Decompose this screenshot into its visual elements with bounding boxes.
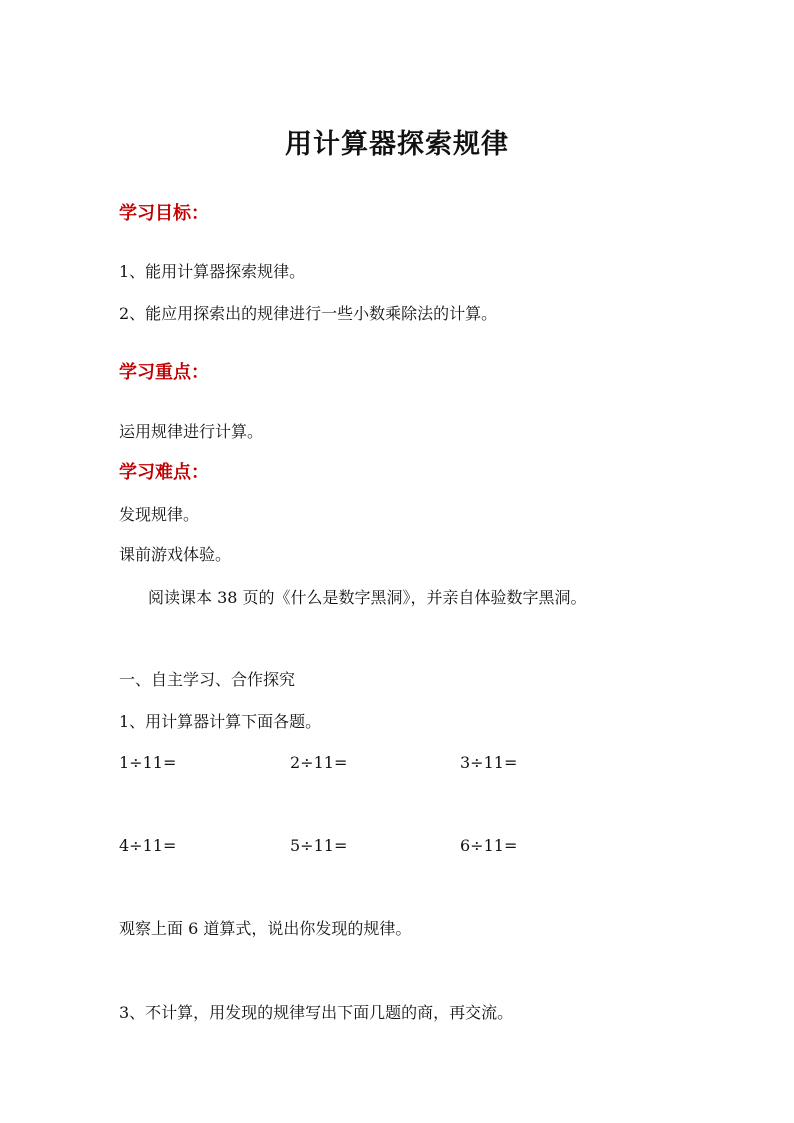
task3-instruction: 3、不计算，用发现的规律写出下面几题的商，再交流。	[119, 1003, 514, 1022]
task1-instruction: 1、用计算器计算下面各题。	[119, 712, 322, 731]
page-title: 用计算器探索规律	[285, 129, 509, 160]
expression-5: 5÷11=	[290, 836, 348, 855]
expression-4: 4÷11=	[119, 836, 177, 855]
objective-item-2: 2、能应用探索出的规律进行一些小数乘除法的计算。	[119, 304, 498, 323]
difficulties-heading: 学习难点：	[119, 462, 209, 483]
objective-item-1: 1、能用计算器探索规律。	[119, 262, 306, 281]
difficulties-text: 发现规律。	[119, 505, 200, 524]
expression-1: 1÷11=	[119, 753, 177, 772]
expression-2: 2÷11=	[290, 753, 348, 772]
preclass-label: 课前游戏体验。	[119, 545, 232, 564]
key-points-heading: 学习重点：	[119, 362, 209, 383]
section1-heading: 一、自主学习、合作探究	[119, 670, 296, 689]
expression-3: 3÷11=	[460, 753, 518, 772]
expression-6: 6÷11=	[460, 836, 518, 855]
key-points-text: 运用规律进行计算。	[119, 422, 264, 441]
preclass-reading: 阅读课本 38 页的《什么是数字黑洞》，并亲自体验数字黑洞。	[148, 588, 587, 607]
observation-prompt: 观察上面 6 道算式，说出你发现的规律。	[119, 919, 412, 938]
objectives-heading: 学习目标：	[119, 203, 209, 224]
